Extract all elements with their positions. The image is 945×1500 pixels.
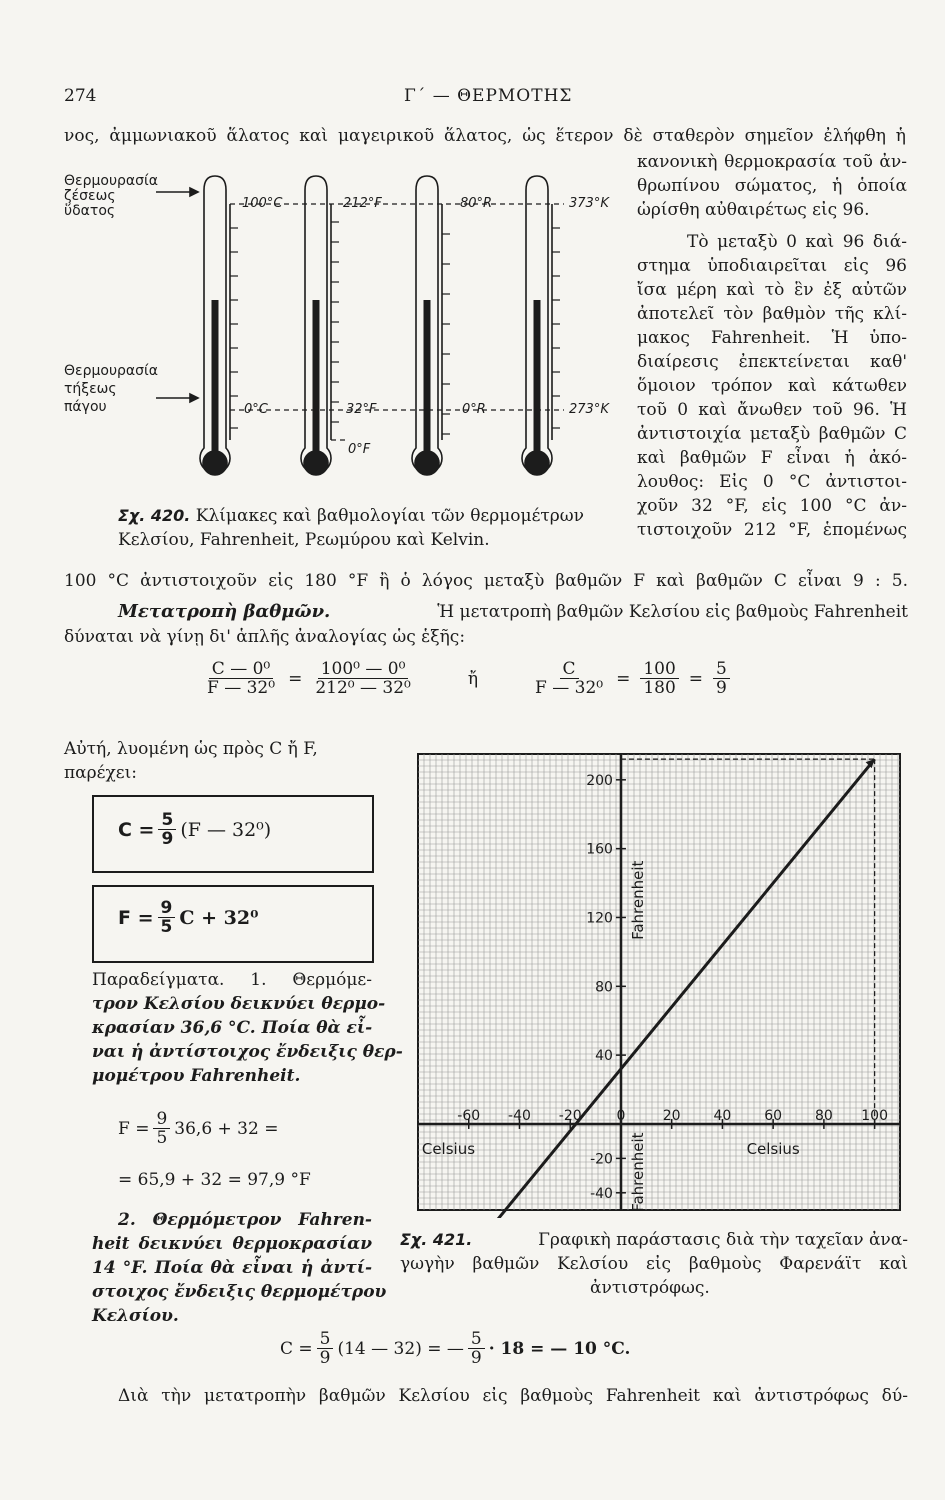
text-line: κανονικὴ θερμοκρασία τοῦ ἀν- xyxy=(637,152,907,172)
top-text-line: νος, ἀμμωνιακοῦ ἅλατος καὶ μαγειρικοῦ ἅλατος, ὡς ἕτερον δὲ σταθερὸν σημεῖον ἐλήφθη ἡ xyxy=(64,126,906,146)
y-tick-label: 160 xyxy=(586,841,613,858)
footer-text-line: Διὰ τὴν μετατροπὴν βαθμῶν Κελσίου εἰς βαθμοὺς Fahrenheit καὶ ἀντιστρόφως δύ- xyxy=(118,1386,908,1406)
x-tick-label: 80 xyxy=(814,1107,833,1124)
fraction: $\frac{100}{180}$ xyxy=(640,660,678,697)
example-2-text-cont: heit δεικνύει θερμοκρασίαν 14 °F. Ποία θὰ εἶναι ἡ ἀντί- στοιχος ἔνδειξις θερμομέτρου Κελσίου. xyxy=(92,1234,387,1326)
text-line: στημα ὑποδιαιρεῖται εἰς 96 xyxy=(637,256,907,276)
text-line: τιστοιχοῦν 212 °F, ἑπομένως xyxy=(637,520,907,540)
example-2-calc: C = $\frac{5}{9}$ (14 — 32) = — $\frac{5}{9}$ · 18 = — 10 °C. xyxy=(280,1329,631,1368)
text-line: χοῦν 32 °F, εἰς 100 °C ἀν- xyxy=(637,496,907,516)
thermometer-celsius xyxy=(200,176,230,475)
mark-100C: 100°C xyxy=(242,196,283,211)
text-line: ὡρίσθη αὐθαιρέτως εἰς 96. xyxy=(637,200,870,220)
y-tick-label: -40 xyxy=(590,1185,613,1202)
mark-80R: 80°R xyxy=(460,196,493,211)
fraction: $\frac{\text{100⁰ — 0⁰}}{\text{212⁰ — 32⁰}}$ xyxy=(315,659,411,698)
figure-420-thermometers xyxy=(64,170,634,490)
or-word: ἤ xyxy=(467,668,479,689)
figure-421-caption-line2: γωγὴν βαθμῶν Κελσίου εἰς βαθμοὺς Φαρενάϊτ καὶ xyxy=(400,1254,908,1274)
y-axis-label-top: Fahrenheit xyxy=(628,860,647,940)
text-line: ὅμοιον τρόπον καὶ κάτωθεν xyxy=(637,376,907,396)
text-line: θρωπίνου σώματος, ἡ ὁποία xyxy=(637,176,907,196)
mark-32F: 32°F xyxy=(346,402,377,417)
ratio-line: 100 °C ἀντιστοιχοῦν εἰς 180 °F ἢ ὁ λόγος μεταξὺ βαθμῶν F καὶ βαθμῶν C εἶναι 9 : 5. xyxy=(64,571,908,591)
text-line: λουθος: Εἰς 0 °C ἀντιστοι- xyxy=(637,472,907,492)
x-axis-label-left: Celsius xyxy=(421,1139,476,1158)
figure-421-caption-text: Γραφικὴ παράστασις διὰ τὴν ταχεῖαν ἀνα- xyxy=(538,1230,908,1250)
figure-421-caption-line3: ἀντιστρόφως. xyxy=(590,1278,710,1298)
figure-421-number: Σχ. 421. xyxy=(400,1230,473,1249)
thermometer-fahrenheit xyxy=(301,176,331,475)
text-line: καὶ βαθμῶν F εἶναι ἡ ἀκό- xyxy=(637,448,907,468)
fraction: $\frac{5}{9}$ xyxy=(713,660,730,697)
figure-421-chart xyxy=(410,748,908,1218)
figure-420-caption-text: Κλίμακες καὶ βαθμολογίαι τῶν θερμομέτρων xyxy=(195,506,584,526)
conversion-heading-line xyxy=(118,600,908,624)
figure-421-caption-line1 xyxy=(400,1228,908,1252)
formula-box-fahrenheit: F = $\frac{9}{5}$ C + 32⁰ xyxy=(92,885,374,963)
mark-212F: 212°F xyxy=(343,196,382,211)
text-line: διαίρεσις ἐπεκτείνεται καθ' xyxy=(637,352,907,372)
y-tick-label: 40 xyxy=(595,1048,613,1065)
example-1-text: Παραδείγματα. 1. Θερμόμε- τρον Κελσίου δεικνύει θερμο- κρασίαν 36,6 °C. Ποία θὰ εἶ- ναι ἡ ἀντίστοιχος ἔνδειξις θερ- μομέτρου Fahrenheit. xyxy=(92,970,403,1086)
fraction: $\frac{C}{\text{F — 32⁰}}$ xyxy=(535,659,604,698)
x-tick-label: 60 xyxy=(764,1107,783,1124)
conversion-line2: δύναται νὰ γίνῃ δι' ἁπλῆς ἀναλογίας ὡς ἑξῆς: xyxy=(64,627,466,647)
conversion-text: Ἡ μετατροπὴ βαθμῶν Κελσίου εἰς βαθμοὺς Fahrenheit xyxy=(437,602,908,622)
mark-0R: 0°R xyxy=(462,402,486,417)
thermometer-reaumur xyxy=(412,176,442,475)
thermometer-kelvin xyxy=(522,176,552,475)
figure-420-number: Σχ. 420. xyxy=(118,506,191,525)
x-tick-label: 0 xyxy=(616,1107,626,1124)
text-line: Τὸ μεταξὺ 0 καὶ 96 διά- xyxy=(687,232,907,252)
solved-line2: παρέχει: xyxy=(64,763,137,783)
conversion-chart xyxy=(410,748,908,1218)
text-line: ἀποτελεῖ τὸν βαθμὸν τῆς κλί- xyxy=(637,304,907,324)
mark-0C: 0°C xyxy=(244,402,268,417)
x-tick-label: 40 xyxy=(713,1107,732,1124)
mark-273K: 273°K xyxy=(569,402,609,417)
mark-0F: 0°F xyxy=(348,442,371,457)
text-line: ἀντιστοιχία μεταξὺ βαθμῶν C xyxy=(637,424,907,444)
x-axis-label-right: Celsius xyxy=(746,1139,800,1158)
y-tick-label: 80 xyxy=(595,979,613,996)
y-axis-label-bottom: Fahrenheit xyxy=(628,1132,647,1212)
x-tick-label: -60 xyxy=(457,1107,481,1124)
figure-420-caption-line2: Κελσίου, Fahrenheit, Ρεωμύρου καὶ Kelvin. xyxy=(118,530,490,550)
mark-373K: 373°K xyxy=(569,196,609,211)
running-title: Γ΄ — ΘΕΡΜΟΤΗΣ xyxy=(404,86,573,106)
y-tick-label: 120 xyxy=(586,910,613,927)
figure-420-caption-line1 xyxy=(118,504,584,528)
conversion-heading: Μετατροπὴ βαθμῶν. xyxy=(118,601,331,622)
x-tick-label: -20 xyxy=(558,1107,582,1124)
text-line: ἴσα μέρη καὶ τὸ ἓν ἐξ αὐτῶν xyxy=(637,280,907,300)
formula-box-celsius: C = $\frac{5}{9}$ (F — 32⁰) xyxy=(92,795,374,873)
freezing-point-label: Θερμουρασία τήξεως πάγου xyxy=(64,363,159,415)
y-tick-label: -20 xyxy=(590,1151,613,1168)
text-line: μακος Fahrenheit. Ἡ ὑπο- xyxy=(637,328,907,348)
example-1-calc: F = $\frac{9}{5}$ 36,6 + 32 = xyxy=(118,1109,279,1148)
x-tick-label: 100 xyxy=(861,1107,888,1124)
fraction: $\frac{\text{C — 0⁰}}{\text{F — 32⁰}}$ xyxy=(207,659,276,698)
x-tick-label: 20 xyxy=(662,1107,681,1124)
example-1-result: = 65,9 + 32 = 97,9 °F xyxy=(118,1170,311,1190)
solved-line1: Αὐτή, λυομένη ὡς πρὸς C ἤ F, xyxy=(64,739,318,759)
y-tick-label: 200 xyxy=(586,772,613,789)
example-2-text: 2. Θερμόμετρον Fahren- xyxy=(118,1210,372,1230)
text-line: τοῦ 0 καὶ ἄνωθεν τοῦ 96. Ἡ xyxy=(637,400,907,420)
page-number: 274 xyxy=(64,86,97,106)
boiling-point-label: Θερμουρασία ζέσεως ὕδατος xyxy=(64,173,159,219)
right-column-paragraph xyxy=(637,150,907,542)
x-tick-label: -40 xyxy=(508,1107,531,1124)
proportion-equation: $\frac{\text{C — 0⁰}}{\text{F — 32⁰}}$ = $\frac{\text{100⁰ — 0⁰}}{\text{212⁰ — 32⁰}}$ ἤ $\frac{C}{\text{F — 32⁰}}$ = $\frac{100}{180}$ = $\frac{5}{9}$ xyxy=(200,660,734,697)
